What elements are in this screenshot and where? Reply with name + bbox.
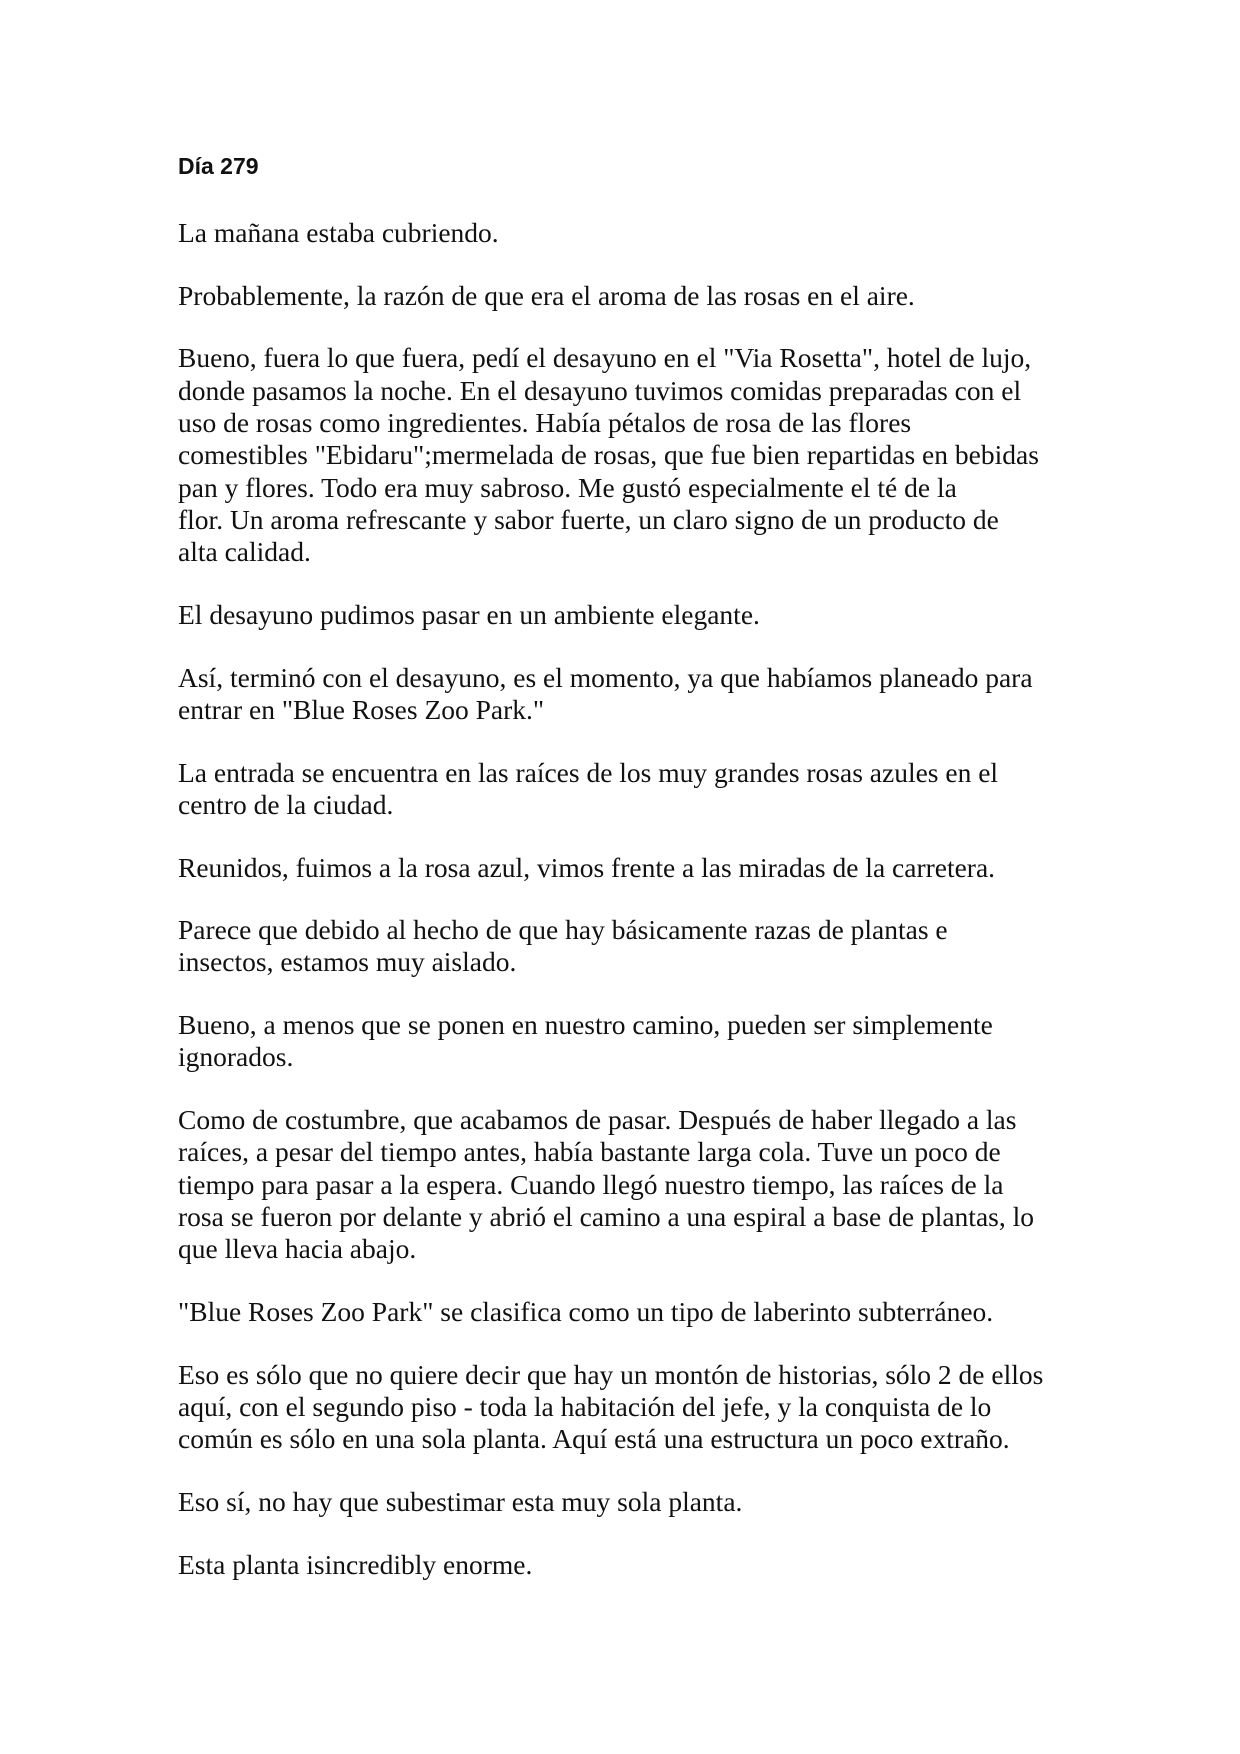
text-line: Reunidos, fuimos a la rosa azul, vimos frente a las miradas de la carretera. [178, 851, 996, 883]
paragraph [178, 757, 1078, 822]
paragraph [178, 852, 1078, 884]
chapter-heading: Día 279 [178, 153, 259, 179]
text-line: común es sólo en una sola planta. Aquí está una estructura un poco extraño. [178, 1423, 1010, 1455]
text-line: que lleva hacia abajo. [178, 1233, 417, 1265]
text-line: Esta planta isincredibly enorme. [178, 1548, 533, 1580]
text-line: donde pasamos la noche. En el desayuno tuvimos comidas preparadas con el [178, 374, 1022, 406]
paragraph [178, 1359, 1078, 1456]
paragraph [178, 914, 1078, 979]
text-line: flor. Un aroma refrescante y sabor fuerte, un claro signo de un producto de [178, 503, 999, 535]
text-line: aquí, con el segundo piso - toda la habitación del jefe, y la conquista de lo [178, 1391, 992, 1423]
text-line: La entrada se encuentra en las raíces de los muy grandes rosas azules en el [178, 756, 999, 788]
text-line: Parece que debido al hecho de que hay básicamente razas de plantas e [178, 914, 948, 946]
paragraph [178, 1549, 1078, 1581]
text-line: Así, terminó con el desayuno, es el momento, ya que habíamos planeado para [178, 661, 1033, 693]
text-line: entrar en "Blue Roses Zoo Park." [178, 693, 545, 725]
paragraph [178, 217, 1078, 249]
paragraph [178, 280, 1078, 312]
text-line: comestibles "Ebidaru";mermelada de rosas, que fue bien repartidas en bebidas [178, 439, 1039, 471]
paragraph [178, 599, 1078, 631]
text-line: Eso es sólo que no quiere decir que hay un montón de historias, sólo 2 de ellos [178, 1358, 1044, 1390]
text-line: "Blue Roses Zoo Park" se clasifica como un tipo de laberinto subterráneo. [178, 1296, 994, 1328]
text-line: Eso sí, no hay que subestimar esta muy sola planta. [178, 1486, 743, 1517]
text-line: alta calidad. [178, 536, 311, 568]
text-line: rosa se fueron por delante y abrió el camino a una espiral a base de plantas, lo [178, 1201, 1034, 1233]
text-line: centro de la ciudad. [178, 788, 394, 820]
text-line: raíces, a pesar del tiempo antes, había bastante larga cola. Tuve un poco de [178, 1136, 1001, 1168]
paragraph [178, 1009, 1078, 1074]
text-line: Como de costumbre, que acabamos de pasar. Después de haber llegado a las [178, 1104, 1017, 1136]
text-line: tiempo para pasar a la espera. Cuando llegó nuestro tiempo, las raíces de la [178, 1168, 1004, 1200]
document-body [178, 217, 1078, 1611]
text-line: insectos, estamos muy aislado. [178, 946, 517, 978]
text-line: Bueno, a menos que se ponen en nuestro camino, pueden ser simplemente [178, 1009, 993, 1041]
text-line: La mañana estaba cubriendo. [178, 217, 499, 248]
text-line: Probablemente, la razón de que era el aroma de las rosas en el aire. [178, 279, 915, 311]
paragraph [178, 1486, 1078, 1518]
paragraph [178, 662, 1078, 727]
paragraph [178, 1296, 1078, 1328]
paragraph [178, 342, 1078, 568]
text-line: Bueno, fuera lo que fuera, pedí el desayuno en el "Via Rosetta", hotel de lujo, [178, 342, 1032, 374]
text-line: El desayuno pudimos pasar en un ambiente elegante. [178, 598, 760, 630]
text-line: ignorados. [178, 1041, 294, 1073]
text-line: uso de rosas como ingredientes. Había pétalos de rosa de las flores [178, 406, 912, 438]
text-line: pan y flores. Todo era muy sabroso. Me gustó especialmente el té de la [178, 471, 957, 503]
paragraph [178, 1104, 1078, 1265]
